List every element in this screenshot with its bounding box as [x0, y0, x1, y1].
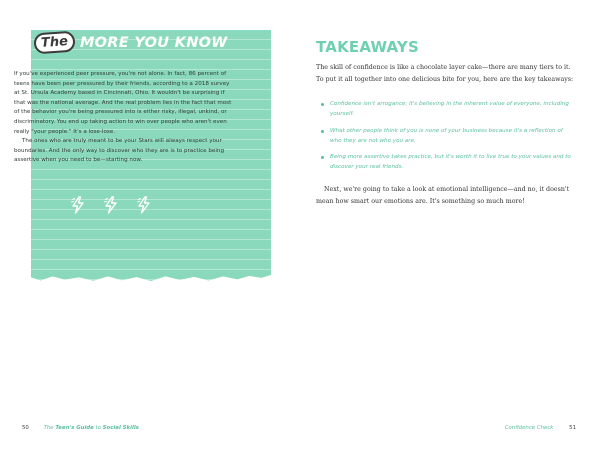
takeaway-item [318, 126, 576, 146]
card-heading-text: MORE YOU KNOW [79, 34, 228, 51]
bullet-dot-icon [321, 156, 324, 159]
takeaways-title: TAKEAWAYS [316, 38, 419, 56]
lightning-bolts [70, 196, 152, 214]
closing-paragraph: Next, we're going to take a look at emotional intelligence—and no, it doesn't mean how smart our emotions are. It's something so much more! [316, 186, 570, 205]
card-body [14, 70, 232, 166]
bullet-dot-icon [321, 130, 324, 133]
page-number-left: 50 [22, 425, 29, 431]
book-title [44, 425, 139, 431]
card-paragraph: The ones who are truly meant to be your Stars will always respect your boundaries. And the only way to discover who they are is to practice being assertive when you need to be—starting now. [14, 138, 225, 164]
book-title-bold-2: Social Skills [102, 425, 139, 431]
book-title-mid: to [93, 425, 103, 431]
takeaway-item [318, 99, 576, 119]
takeaway-text: Being more assertive takes practice, but it's worth it to live true to your values and to discover your real friends. [330, 154, 571, 170]
card-paragraph: If you've experienced peer pressure, you're not alone. In fact, 86 percent of teens have been peer pressured by their friends, according to a 2018 survey at St. Ursula Academy based in Cincinnati, Ohio. It wouldn't be surprising if that was the national average. And the real problem lies in the fact that most of the behavior you're being pressured into is either risky, illegal, unkind, or discriminatory. You end up taking action to win over people who aren't even really "your people." It's a lose-lose. [14, 71, 232, 135]
the-badge: The [33, 31, 75, 55]
right-footer [505, 424, 576, 432]
chapter-title: Confidence Check [504, 425, 554, 431]
takeaway-text: Confidence isn't arrogance; it's believing in the inherent value of everyone, including yourself. [330, 101, 569, 117]
takeaway-list [318, 99, 576, 179]
lightning-bolt-icon [103, 196, 119, 214]
bullet-dot-icon [321, 103, 324, 106]
card-heading [34, 32, 228, 53]
left-footer [22, 424, 139, 432]
page-number-right: 51 [569, 425, 576, 431]
book-title-pre: The [43, 425, 56, 431]
takeaway-item [318, 152, 576, 172]
takeaway-text: What other people think of you is none of your business because it's a reflection of who they are not who you are. [330, 127, 563, 144]
intro-paragraph: The skill of confidence is like a chocolate layer cake—there are many tiers to it. To put it all together into one delicious bite for you, here are the key takeaways: [316, 64, 574, 83]
lightning-bolt-icon [70, 196, 86, 214]
book-title-bold-1: Teen's Guide [55, 425, 94, 431]
lightning-bolt-icon [136, 196, 152, 214]
